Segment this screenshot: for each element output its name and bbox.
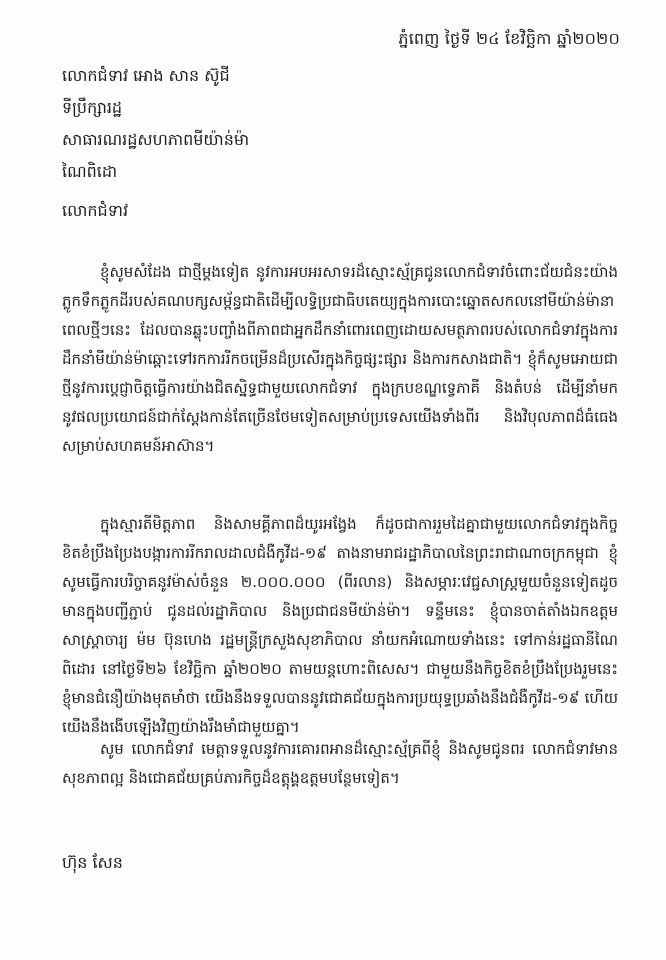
- body-paragraph-2: ក្នុងស្មារតីមិត្តភាព និងសាមគ្គីភាពដ៏យូរអង្វែង ក៏ដូចជាការរួមដៃគ្នាជាមួយលោកជំទាវក្នុងកិច្ចខិតខំប្រឹងប្រែងបង្ការការរីករាលដាលជំងឺកូវីដ-១៩ តាងនាមរាជរដ្ឋាភិបាលនៃព្រះរាជាណាចក្រកម្ពុជា ខ្ញុំសូមធ្វើការបរិច្ចាគនូវម៉ាស់ចំនួន ២.០០០.០០០ (ពីរលាន) និងសម្ភារៈវេជ្ជសាស្ត្រមួយចំនួនទៀតដូចមានក្នុងបញ្ជីភ្ជាប់ ជូនដល់រដ្ឋាភិបាល និងប្រជាជនមីយ៉ាន់ម៉ា។ ទន្ទឹមនេះ ខ្ញុំបានចាត់តាំងឯកឧត្តមសាស្ត្រាចារ្យ ម៉ម ប៊ុនហេង រដ្ឋមន្ត្រីក្រសួងសុខាភិបាល នាំយកអំណោយទាំងនេះ ទៅកាន់រដ្ឋធានីណៃពិដោរ នៅថ្ងៃទី២៦ ខែវិច្ឆិកា ឆ្នាំ២០២០ តាមយន្តហោះពិសេស។ ជាមួយនឹងកិច្ចខិតខំប្រឹងប្រែងរួមនេះ ខ្ញុំមានជំនឿយ៉ាងមុតមាំថា យើងនឹងទទួលបាននូវជោគជ័យក្នុងការប្រយុទ្ធប្រឆាំងនឹងជំងឺកូវីដ-១៩ ហើយយើងនឹងងើបឡើងវិញយ៉ាងរឹងមាំជាមួយគ្នា។: [62, 515, 618, 736]
- recipient-title: ទីប្រឹក្សារដ្ឋ: [62, 98, 123, 117]
- recipient-name: លោកជំទាវ អោង សាន ស៊ូជី: [62, 66, 230, 85]
- salutation: លោកជំទាវ: [62, 201, 129, 220]
- signature-name: ហ៊ុន សែន: [62, 853, 123, 872]
- letter-date: ភ្នំពេញ ថ្ងៃទី ២៤ ខែវិច្ឆិកា ឆ្នាំ២០២០: [398, 29, 620, 48]
- body-paragraph-3: សូម លោកជំទាវ មេត្តាទទួលនូវការគោរពអានដ៏ស្មោះស្ម័គ្រពីខ្ញុំ និងសូមជូនពរ លោកជំទាវមានសុខភាពល្អ និងជោគជ័យគ្រប់ភារកិច្ចដ៏ឧត្តុង្គឧត្តមបន្ថែមទៀត។: [62, 740, 618, 787]
- recipient-city: ណៃពិដោ: [62, 162, 118, 181]
- body-paragraph-1: ខ្ញុំសូមសំដែង ជាថ្មីម្តងទៀត នូវការអបអរសាទរដ៏ស្មោះស្ម័គ្រជូនលោកជំទាវចំពោះជ័យជំនះយ៉ាងភ្លូកទឹកភ្លូកដីរបស់គណបក្សសម្ព័ន្ធជាតិដើម្បីលទ្ធិប្រជាធិបតេយ្យក្នុងការបោះឆ្នោតសកលនៅមីយ៉ាន់ម៉ានាពេលថ្មីៗនេះ ដែលបានឆ្លុះបញ្ចាំងពីភាពជាអ្នកដឹកនាំពោរពេញដោយសមត្ថភាពរបស់លោកជំទាវក្នុងការដឹកនាំមីយ៉ាន់ម៉ាឆ្ពោះទៅរកការរីកចម្រើនដ៏ប្រសើរក្នុងកិច្ចផ្សះផ្សារ និងការកសាងជាតិ។ ខ្ញុំក៏សូមអោយជាថ្មីនូវការប្តេជ្ញាចិត្តធ្វើការយ៉ាងជិតស្និទ្ធជាមួយលោកជំទាវ ក្នុងក្របខណ្ឌទ្វេភាគី និងតំបន់ ដើម្បីនាំមកនូវផលប្រយោជន៍ជាក់ស្តែងកាន់តែច្រើនថែមទៀតសម្រាប់ប្រទេសយើងទាំងពីរ និងវិបុលភាពដ៏ធំធេងសម្រាប់សហគមន៍អាស៊ាន។: [62, 263, 618, 455]
- recipient-country: សាធារណរដ្ឋសហភាពមីយ៉ាន់ម៉ា: [62, 130, 250, 149]
- recipient-block: [62, 60, 249, 188]
